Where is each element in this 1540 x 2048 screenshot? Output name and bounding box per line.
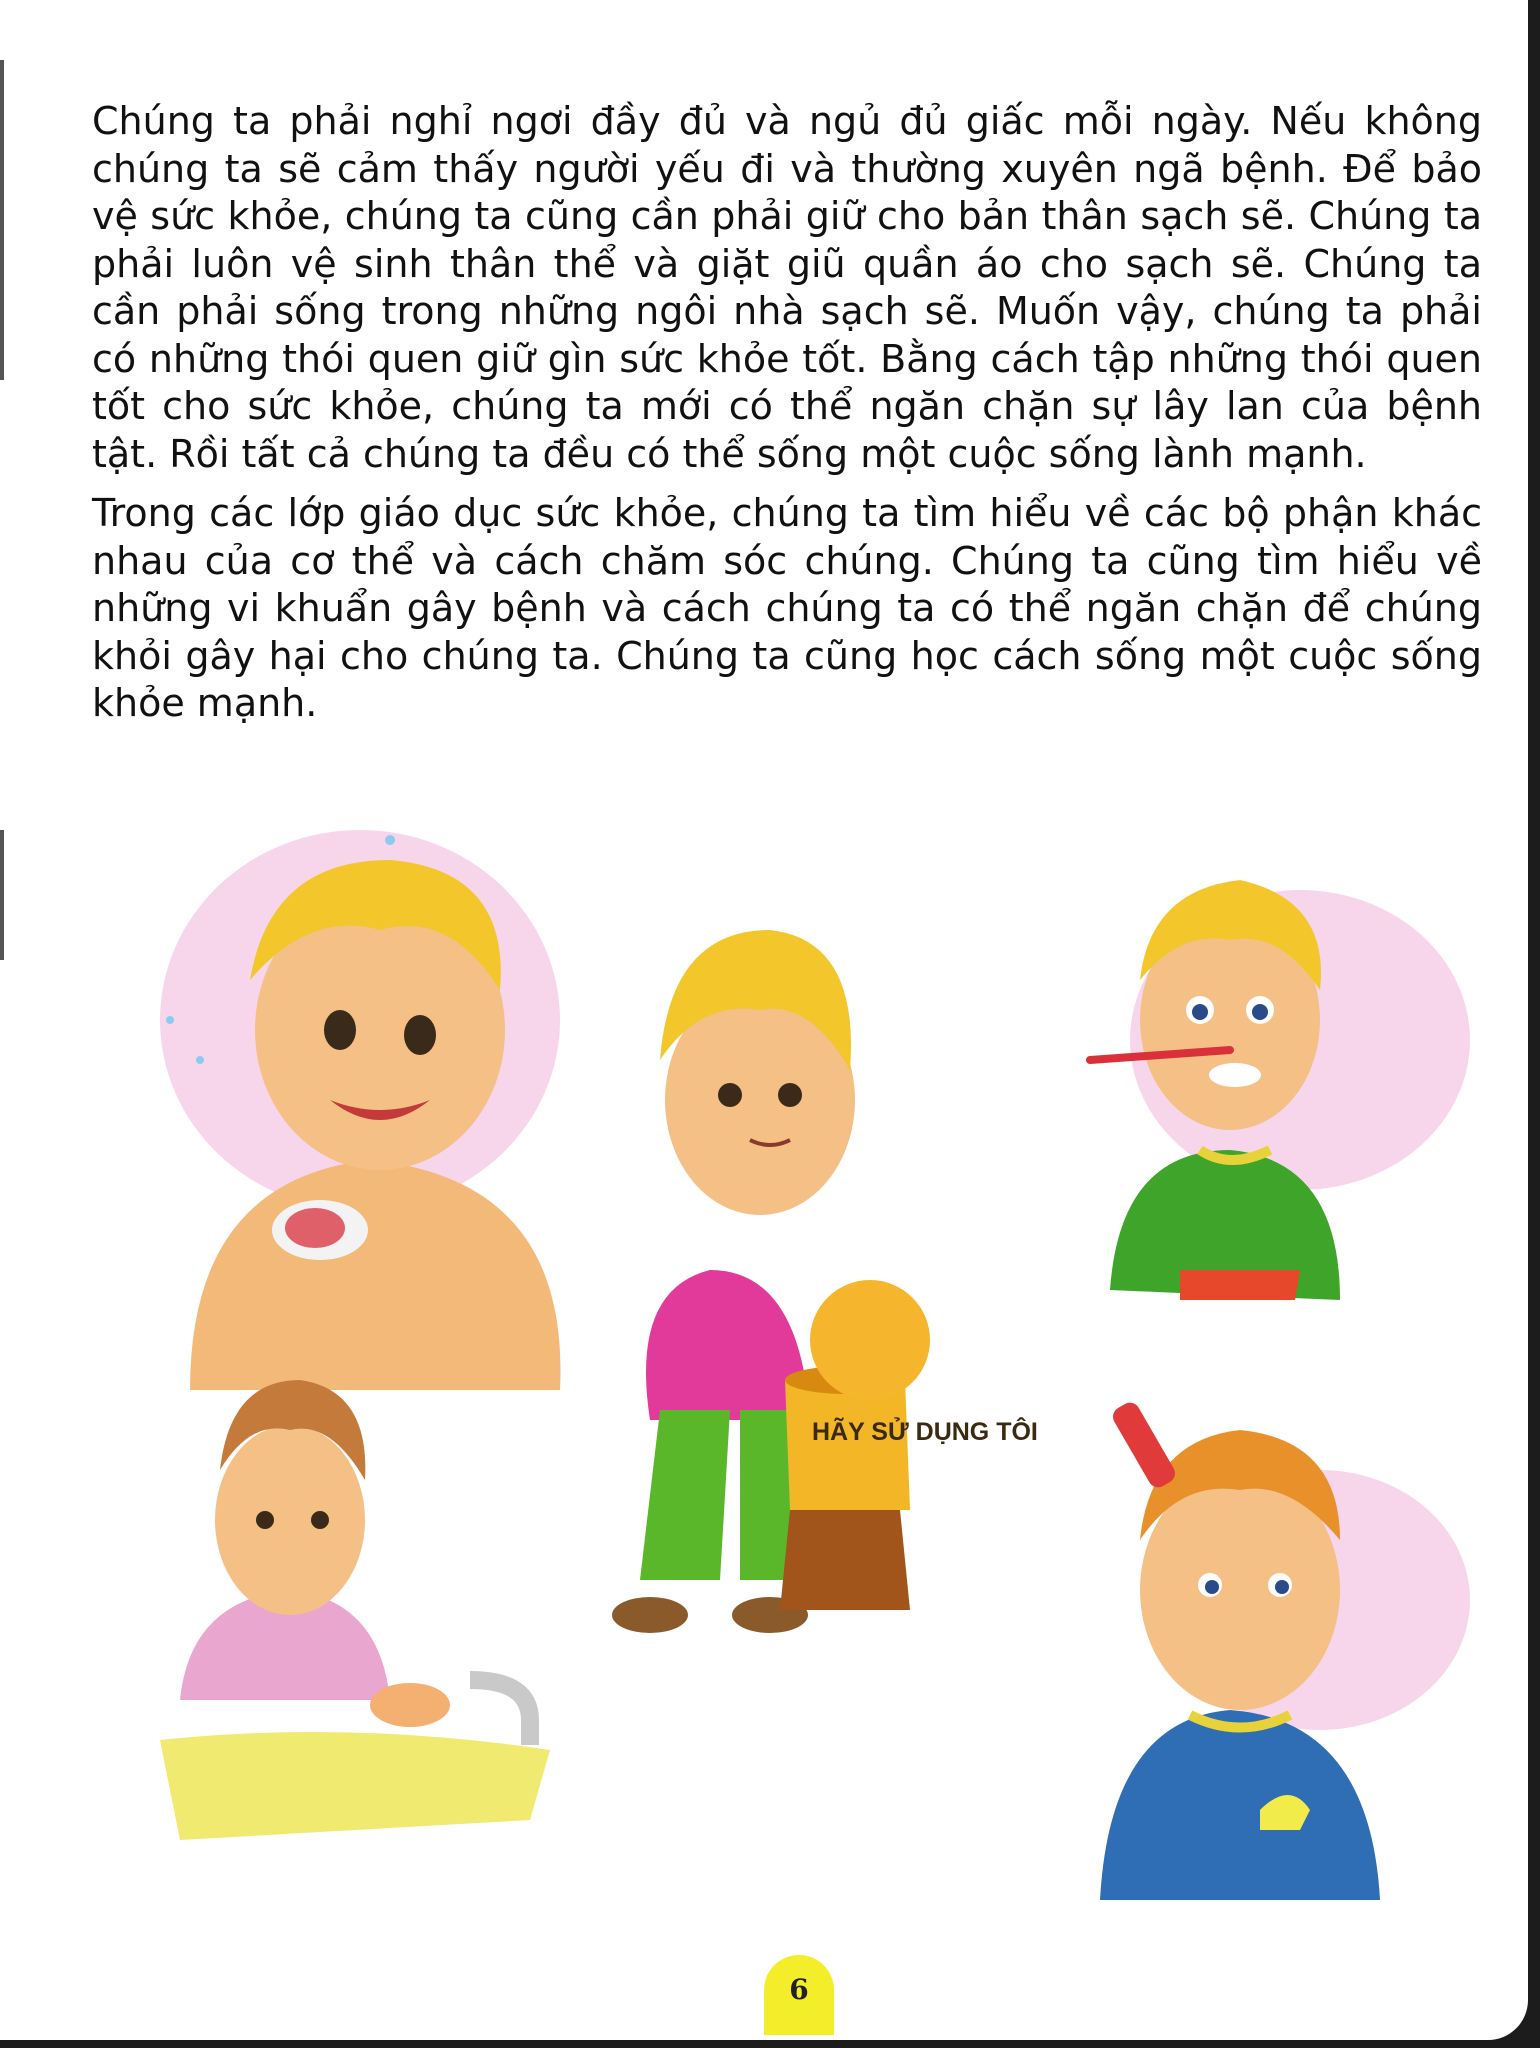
boy-combing-hair-figure — [1100, 1399, 1470, 1900]
page-number-badge — [764, 1955, 834, 2035]
body-text — [92, 98, 1482, 740]
binding-shadow — [0, 60, 4, 380]
hygiene-illustration — [150, 820, 1470, 1980]
page-number: 6 — [789, 1973, 809, 2006]
boy-using-trash-bin-figure — [612, 930, 1038, 1633]
boy-showering-figure — [160, 830, 560, 1390]
binding-shadow — [0, 830, 4, 960]
paragraph-health-education: Trong các lớp giáo dục sức khỏe, chúng ta tìm hiểu về các bộ phận khác nhau của cơ thể và cách chăm sóc chúng. Chúng ta cũng tìm hiểu về những vi khuẩn gây bệnh và cách chúng ta có thể ngăn chặn để chúng khỏi gây hại cho chúng ta. Chúng ta cũng học cách sống một cuộc sống khỏe mạnh. — [92, 491, 1482, 725]
trash-bin-label: HÃY SỬ DỤNG TÔI — [812, 1418, 1038, 1446]
paragraph-rest-and-hygiene: Chúng ta phải nghỉ ngơi đầy đủ và ngủ đủ giấc mỗi ngày. Nếu không chúng ta sẽ cảm thấy người yếu đi và thường xuyên ngã bệnh. Để bảo vệ sức khỏe, chúng ta cũng cần phải giữ cho bản thân sạch sẽ. Chúng ta phải luôn vệ sinh thân thể và giặt giũ quần áo cho sạch sẽ. Chúng ta cần phải sống trong những ngôi nhà sạch sẽ. Muốn vậy, chúng ta phải có những thói quen giữ gìn sức khỏe tốt. Bằng cách tập những thói quen tốt cho sức khỏe, chúng ta mới có thể ngăn chặn sự lây lan của bệnh tật. Rồi tất cả chúng ta đều có thể sống một cuộc sống lành mạnh. — [92, 99, 1482, 476]
boy-washing-hands-figure — [160, 1380, 550, 1840]
boy-brushing-teeth-figure — [1090, 880, 1470, 1300]
